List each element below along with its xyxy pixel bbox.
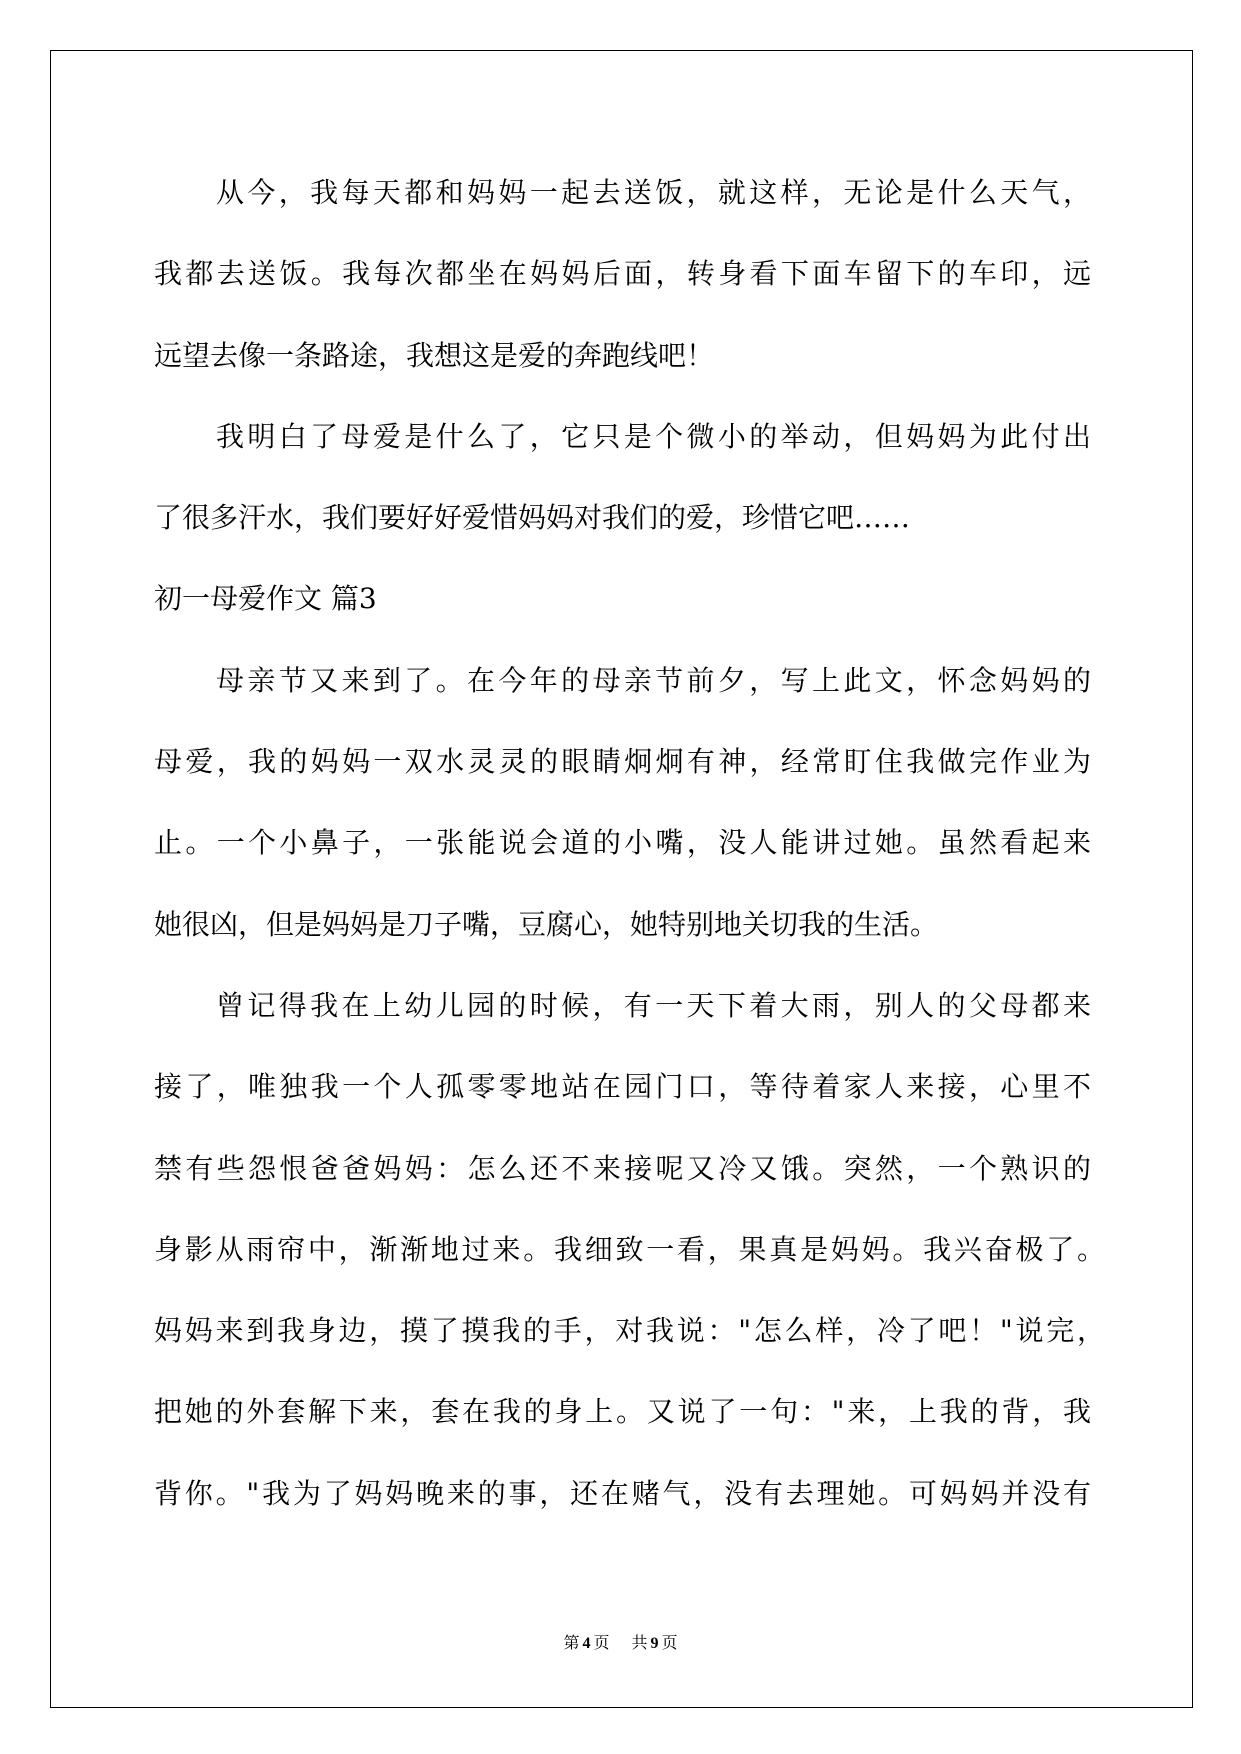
paragraph-line: 远望去像一条路途，我想这是爱的奔跑线吧！	[154, 338, 715, 372]
paragraph-line: 从今，我每天都和妈妈一起去送饭，就这样，无论是什么天气，	[216, 176, 1091, 209]
paragraph-line: 母爱，我的妈妈一双水灵灵的眼睛炯炯有神，经常盯住我做完作业为	[154, 745, 1091, 779]
paragraph-line: 了很多汗水，我们要好好爱惜妈妈对我们的爱，珍惜它吧……	[154, 501, 911, 535]
paragraph	[154, 152, 1091, 396]
page-total-prefix: 共	[631, 1635, 648, 1652]
total-pages: 9	[650, 1635, 659, 1652]
document-body	[154, 152, 1105, 1534]
paragraph-line: 止。一个小鼻子，一张能说会道的小嘴，没人能讲过她。虽然看起来	[154, 826, 1091, 860]
paragraph-line: 禁有些怨恨爸爸妈妈：怎么还不来接呢又冷又饿。突然，一个熟识的	[154, 1151, 1091, 1185]
paragraph	[154, 965, 1105, 1534]
paragraph-line: 身影从雨帘中，渐渐地过来。我细致一看，果真是妈妈。我兴奋极了。	[154, 1232, 1105, 1266]
paragraph-line: 我明白了母爱是什么了，它只是个微小的举动，但妈妈为此付出	[216, 419, 1091, 453]
paragraph-line: 她很凶，但是妈妈是刀子嘴，豆腐心，她特别地关切我的生活。	[154, 907, 939, 941]
page-total-suffix: 页	[661, 1635, 678, 1652]
page-total	[632, 1635, 678, 1652]
paragraph-line: 接了，唯独我一个人孤零零地站在园门口，等待着家人来接，心里不	[154, 1070, 1091, 1104]
paragraph-line: 妈妈来到我身边，摸了摸我的手，对我说："怎么样，冷了吧！"说完，	[154, 1314, 1105, 1348]
page-number	[563, 1635, 609, 1652]
paragraph-line: 母亲节又来到了。在今年的母亲节前夕，写上此文，怀念妈妈的	[216, 663, 1091, 697]
paragraph-line: 曾记得我在上幼儿园的时候，有一天下着大雨，别人的父母都来	[216, 988, 1091, 1022]
paragraph-line: 背你。"我为了妈妈晚来的事，还在赌气，没有去理她。可妈妈并没有	[154, 1476, 1091, 1510]
page-number-prefix: 第	[563, 1635, 580, 1652]
current-page: 4	[582, 1635, 591, 1652]
page-footer	[0, 1632, 1241, 1656]
paragraph	[154, 640, 1091, 965]
paragraph-line: 把她的外套解下来，套在我的身上。又说了一句："来，上我的背，我	[154, 1395, 1091, 1429]
section-heading: 初一母爱作文 篇3	[154, 582, 377, 616]
page-number-suffix: 页	[593, 1635, 610, 1652]
paragraph-line: 我都去送饭。我每次都坐在妈妈后面，转身看下面车留下的车印，远	[154, 257, 1091, 291]
paragraph	[154, 396, 1091, 559]
